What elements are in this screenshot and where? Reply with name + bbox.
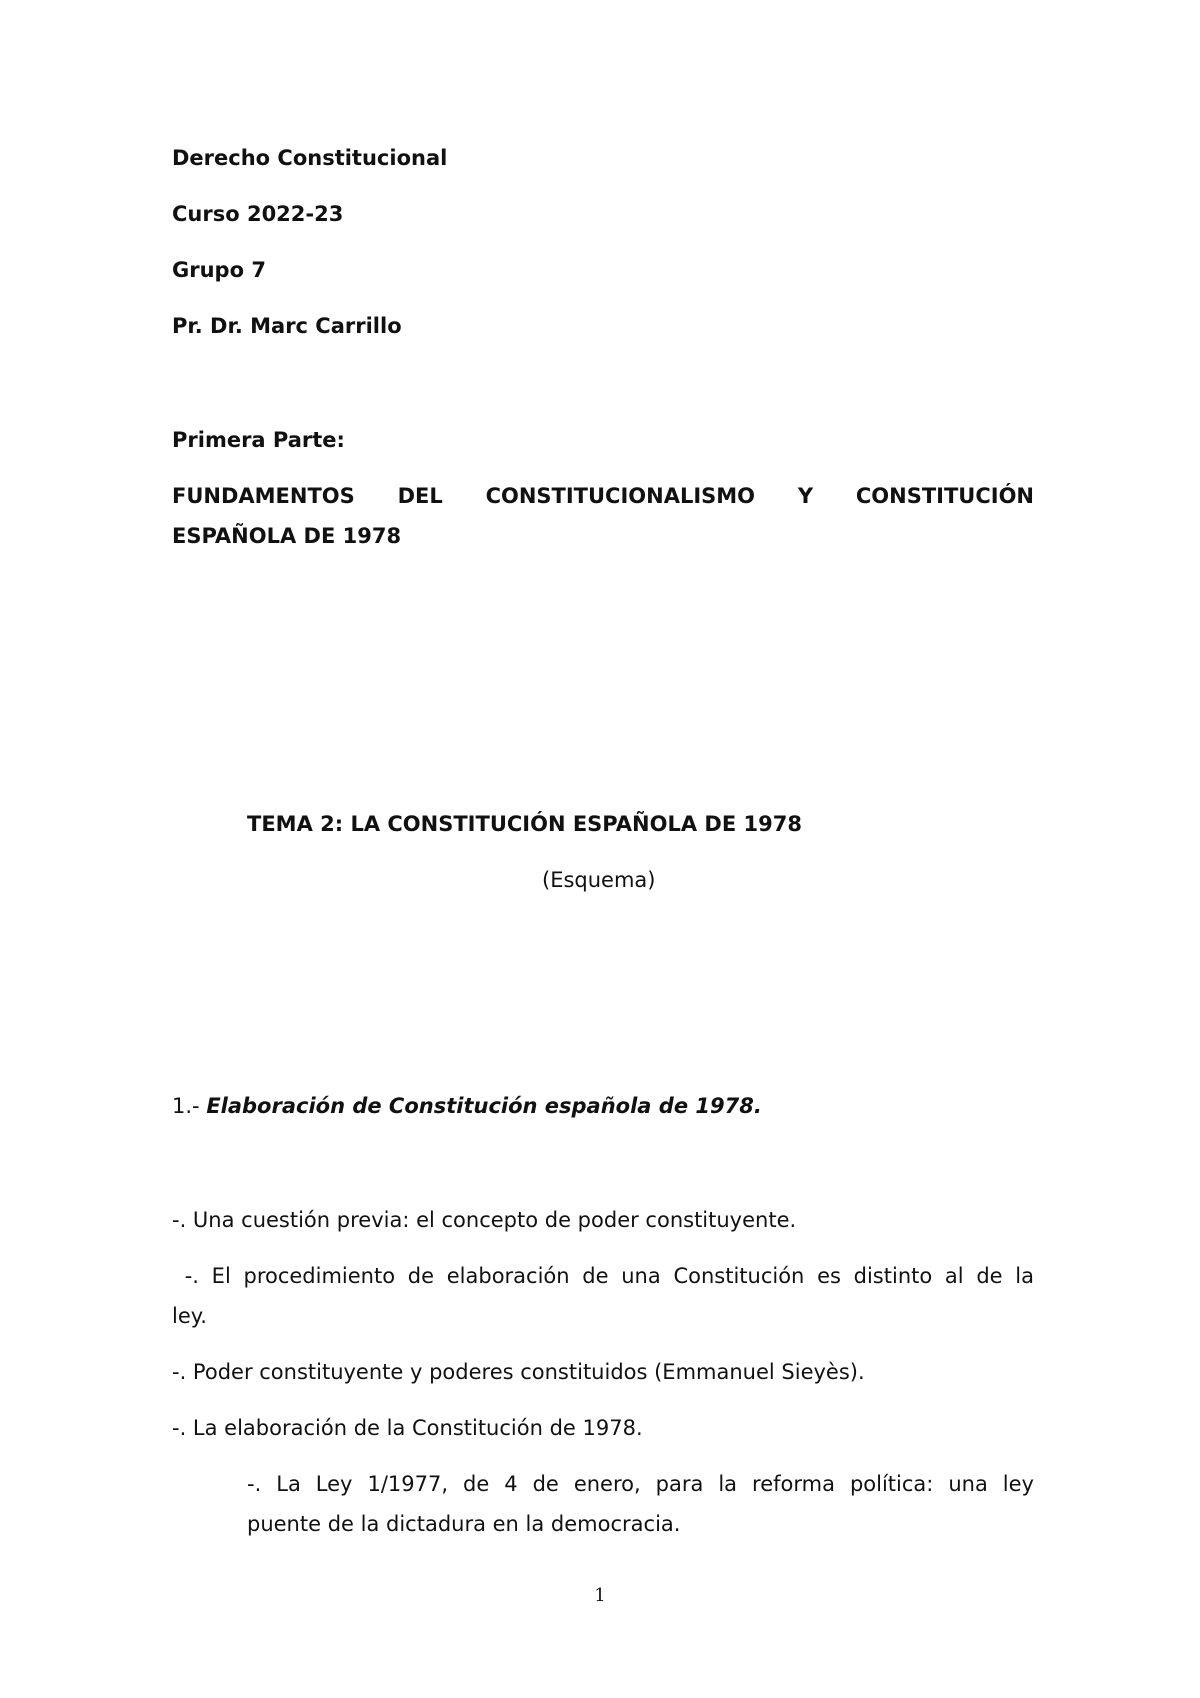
sub-bullet-item: [247, 1464, 1034, 1544]
bullet-line: ley.: [172, 1304, 207, 1328]
page-number: 1: [594, 1585, 606, 1606]
subject-heading: Derecho Constitucional: [172, 146, 448, 170]
professor-heading: Pr. Dr. Marc Carrillo: [172, 314, 402, 338]
section-title: Elaboración de Constitución española de 1978.: [206, 1094, 762, 1118]
bullet-item: -. La elaboración de la Constitución de 1978.: [172, 1416, 643, 1440]
bullet-line: -. El procedimiento de elaboración de una Constitución es distinto al de la: [172, 1264, 1034, 1288]
course-heading: Curso 2022-23: [172, 202, 344, 226]
section-heading: [172, 1086, 762, 1126]
group-heading: Grupo 7: [172, 258, 266, 282]
part-label: Primera Parte:: [172, 428, 345, 452]
topic-title: TEMA 2: LA CONSTITUCIÓN ESPAÑOLA DE 1978: [247, 812, 802, 836]
topic-subtitle: (Esquema): [542, 868, 656, 892]
bullet-item: -. Poder constituyente y poderes constituidos (Emmanuel Sieyès).: [172, 1360, 865, 1384]
bullet-line: -. La Ley 1/1977, de 4 de enero, para la reforma política: una ley: [247, 1472, 1034, 1496]
bullet-item: [172, 1256, 1034, 1336]
bullet-line: puente de la dictadura en la democracia.: [247, 1512, 681, 1536]
section-number: 1.-: [172, 1094, 200, 1118]
part-title-line2: ESPAÑOLA DE 1978: [172, 524, 402, 548]
part-title-line1: FUNDAMENTOS DEL CONSTITUCIONALISMO Y CONSTITUCIÓN: [172, 484, 1034, 508]
bullet-item: -. Una cuestión previa: el concepto de poder constituyente.: [172, 1208, 797, 1232]
